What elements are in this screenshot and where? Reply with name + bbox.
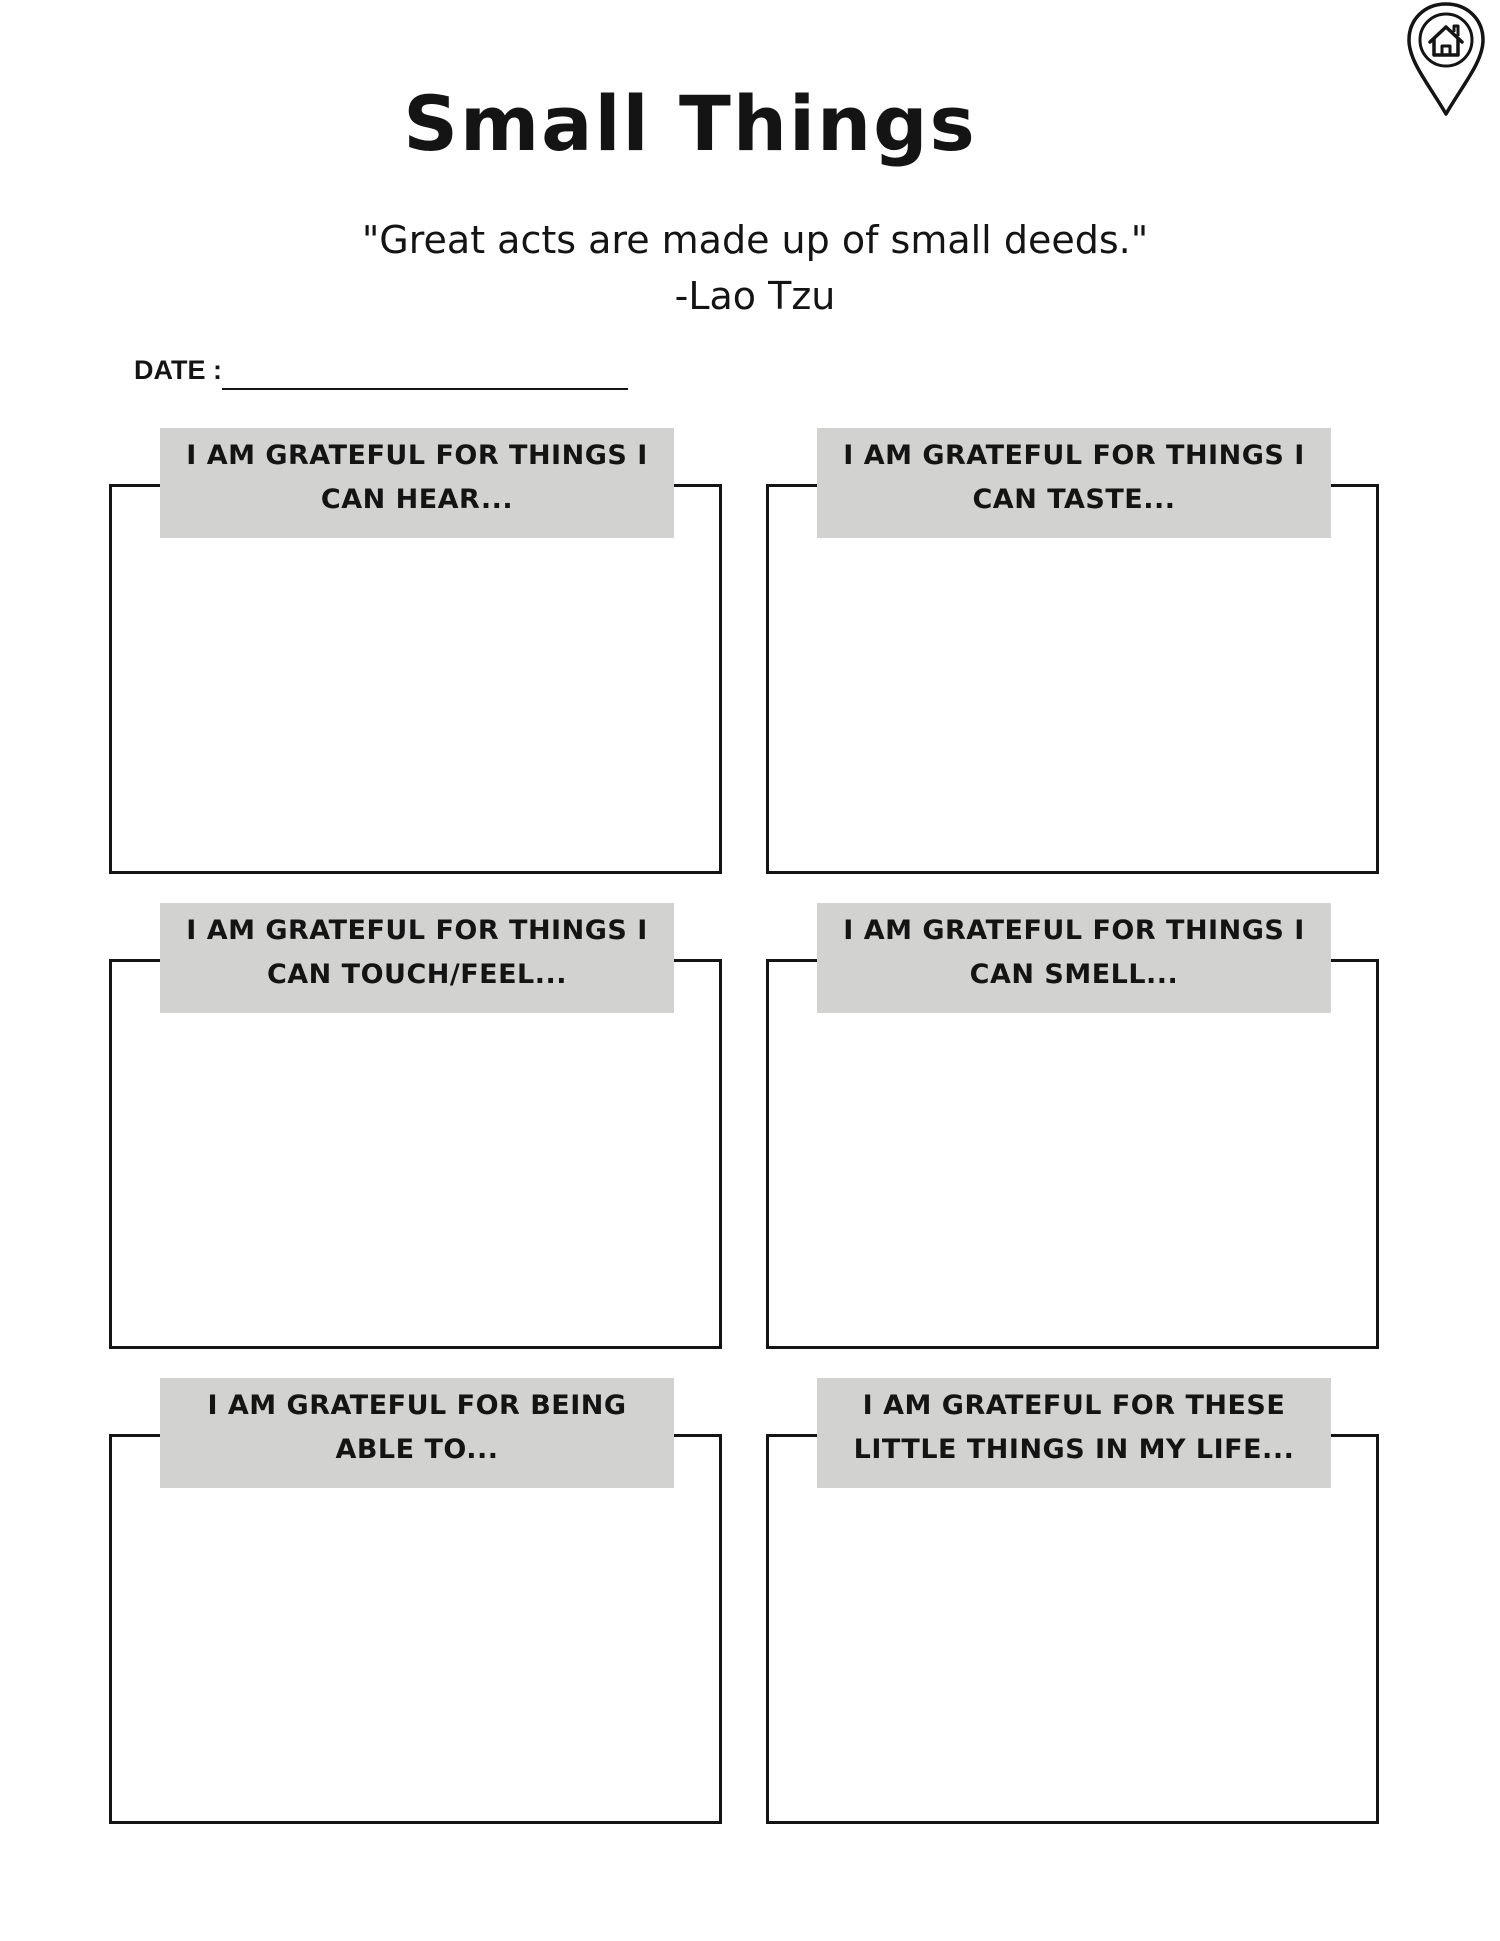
panel-smell-label-line2: CAN SMELL... xyxy=(969,959,1179,990)
date-label: DATE : xyxy=(134,355,222,385)
panel-taste-label-line2: CAN TASTE... xyxy=(972,484,1176,515)
panel-hear-tab xyxy=(160,428,674,538)
panel-able-tab xyxy=(160,1378,674,1488)
panel-little-things-label-line1: I AM GRATEFUL FOR THESE xyxy=(862,1390,1286,1421)
panel-hear-label-line1: I AM GRATEFUL FOR THINGS I xyxy=(186,440,648,471)
panel-touch-label-line2: CAN TOUCH/FEEL... xyxy=(266,959,568,990)
panel-able-label-line2: ABLE TO... xyxy=(335,1434,499,1465)
panel-smell-label-line1: I AM GRATEFUL FOR THINGS I xyxy=(843,915,1305,946)
panel-little-things-tab xyxy=(817,1378,1331,1488)
date-input-line[interactable] xyxy=(222,388,628,390)
panel-able-label-line1: I AM GRATEFUL FOR BEING xyxy=(207,1390,627,1421)
panel-taste-tab xyxy=(817,428,1331,538)
home-location-pin-icon xyxy=(1404,0,1488,122)
panel-hear-label-line2: CAN HEAR... xyxy=(320,484,514,515)
panel-little-things-label-line2: LITTLE THINGS IN MY LIFE... xyxy=(853,1434,1295,1465)
panel-able-box[interactable] xyxy=(109,1434,722,1824)
page-title: Small Things xyxy=(403,79,977,168)
panel-taste-label-line1: I AM GRATEFUL FOR THINGS I xyxy=(843,440,1305,471)
quote-text: "Great acts are made up of small deeds." xyxy=(361,218,1149,262)
panel-taste-box[interactable] xyxy=(766,484,1379,874)
quote-author: -Lao Tzu xyxy=(674,274,836,318)
panel-touch-label-line1: I AM GRATEFUL FOR THINGS I xyxy=(186,915,648,946)
panel-hear-box[interactable] xyxy=(109,484,722,874)
panel-touch-tab xyxy=(160,903,674,1013)
panel-little-things-box[interactable] xyxy=(766,1434,1379,1824)
panel-smell-box[interactable] xyxy=(766,959,1379,1349)
panel-smell-tab xyxy=(817,903,1331,1013)
panel-touch-box[interactable] xyxy=(109,959,722,1349)
